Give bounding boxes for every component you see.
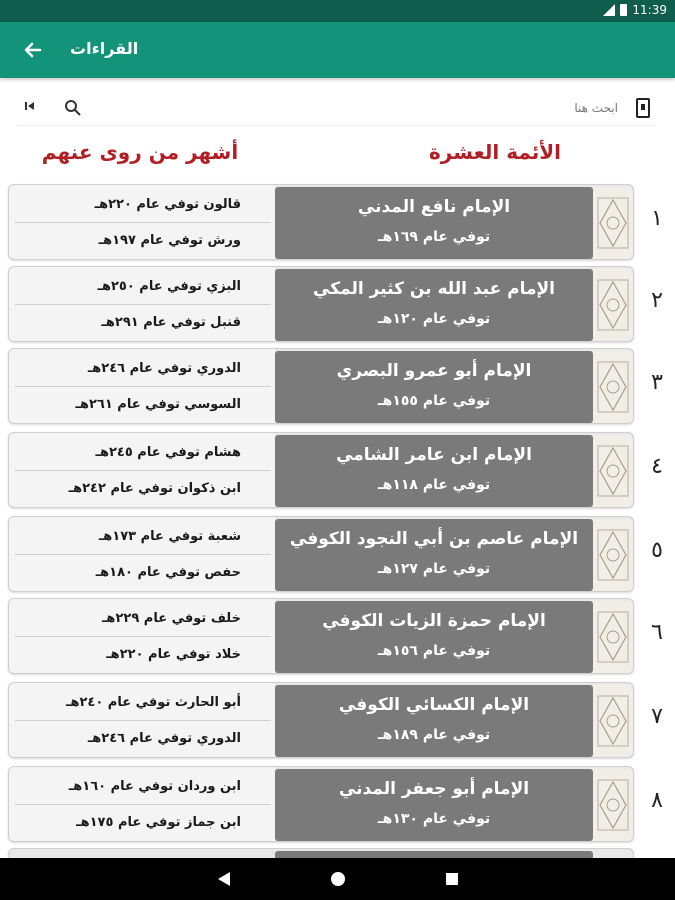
nav-home-icon[interactable] <box>328 869 348 889</box>
imam-panel <box>275 351 593 423</box>
row-number: ٢ <box>651 288 663 313</box>
skip-previous-icon[interactable] <box>22 98 42 118</box>
imam-name: الإمام حمزة الزيات الكوفي <box>322 611 546 631</box>
narrator-2: الدوري توفي عام ٢٤٦هـ <box>87 731 241 746</box>
ornament-icon <box>593 269 633 341</box>
status-icons <box>603 3 667 17</box>
ornament-icon <box>593 187 633 259</box>
imam-name: الإمام نافع المدني <box>357 197 511 217</box>
app-bar <box>0 22 675 78</box>
status-time: 11:39 <box>632 3 667 17</box>
ornament-icon <box>593 685 633 757</box>
imam-death-year: توفي عام ١٦٩هـ <box>377 229 491 245</box>
narrator-1: ابن وردان توفي عام ١٦٠هـ <box>15 769 271 805</box>
list-item[interactable] <box>0 598 675 674</box>
imam-panel <box>275 269 593 341</box>
navigation-bar <box>0 858 675 900</box>
ornament-icon <box>593 769 633 841</box>
ornament-icon <box>593 519 633 591</box>
signal-icon <box>603 4 615 16</box>
imam-name: الإمام عاصم بن أبي النجود الكوفي <box>289 529 579 549</box>
list-item-partial[interactable] <box>0 848 675 858</box>
list-item[interactable] <box>0 432 675 508</box>
narrators-panel <box>9 433 275 508</box>
imam-name: الإمام أبو جعفر المدني <box>338 779 530 799</box>
imam-death-year: توفي عام ١٣٠هـ <box>377 811 491 827</box>
imam-death-year: توفي عام ١٥٦هـ <box>377 643 491 659</box>
list-item[interactable] <box>0 516 675 592</box>
row-number: ٤ <box>651 454 663 479</box>
row-number: ١ <box>651 206 663 231</box>
narrator-1: الدوري توفي عام ٢٤٦هـ <box>15 351 271 387</box>
imam-name: الإمام عبد الله بن كثير المكي <box>313 279 555 299</box>
list-item[interactable] <box>0 682 675 758</box>
narrator-2: قنبل توفي عام ٢٩١هـ <box>101 315 241 330</box>
narrators-panel <box>9 185 275 260</box>
status-bar <box>0 0 675 22</box>
list-item[interactable] <box>0 348 675 424</box>
narrator-2: خلاد توفي عام ٢٢٠هـ <box>106 647 241 662</box>
narrator-2: حفص توفي عام ١٨٠هـ <box>95 565 241 580</box>
imam-name: الإمام الكسائي الكوفي <box>338 695 530 715</box>
narrators-panel <box>9 349 275 424</box>
row-number: ٥ <box>651 538 663 563</box>
app-title: القراءات <box>70 39 139 58</box>
row-number: ٧ <box>651 704 663 729</box>
narrator-1: البزي توفي عام ٢٥٠هـ <box>15 269 271 305</box>
search-bar <box>18 92 656 126</box>
narrator-2: ابن ذكوان توفي عام ٢٤٢هـ <box>68 481 241 496</box>
nav-back-icon[interactable] <box>214 869 234 889</box>
narrator-1: شعبة توفي عام ١٧٣هـ <box>15 519 271 555</box>
narrator-2: ابن جماز توفي عام ١٧٥هـ <box>76 815 241 830</box>
imam-panel <box>275 435 593 507</box>
imam-card[interactable] <box>8 184 634 260</box>
imam-panel <box>275 685 593 757</box>
narrator-1: هشام توفي عام ٢٤٥هـ <box>15 435 271 471</box>
imam-panel <box>275 187 593 259</box>
narrators-panel <box>9 599 275 674</box>
imam-death-year: توفي عام ١٢٧هـ <box>377 561 491 577</box>
imam-panel <box>275 769 593 841</box>
imam-panel <box>275 519 593 591</box>
narrators-panel <box>9 267 275 342</box>
imam-card[interactable] <box>8 348 634 424</box>
imam-name: الإمام أبو عمرو البصري <box>336 361 532 381</box>
imam-card[interactable] <box>8 682 634 758</box>
narrator-1: أبو الحارث توفي عام ٢٤٠هـ <box>15 685 271 721</box>
ornament-icon <box>593 601 633 673</box>
row-number: ٨ <box>651 788 663 813</box>
narrators-panel <box>9 767 275 842</box>
imam-panel <box>275 601 593 673</box>
narrator-2: السوسي توفي عام ٢٦١هـ <box>75 397 241 412</box>
imam-death-year: توفي عام ١٥٥هـ <box>377 393 491 409</box>
nav-recents-icon[interactable] <box>442 869 462 889</box>
imams-header: الأئمة العشرة <box>428 140 561 164</box>
search-input[interactable] <box>98 94 618 122</box>
imam-card[interactable] <box>8 848 634 858</box>
imam-name: الإمام ابن عامر الشامي <box>336 445 532 465</box>
imam-card[interactable] <box>8 516 634 592</box>
imam-card[interactable] <box>8 432 634 508</box>
narrators-panel <box>9 517 275 592</box>
list-item[interactable] <box>0 266 675 342</box>
list-item[interactable] <box>0 184 675 260</box>
ornament-icon <box>593 351 633 423</box>
book-icon[interactable] <box>636 98 650 118</box>
ornament-icon <box>593 435 633 507</box>
row-number: ٣ <box>651 370 663 395</box>
narrator-1: قالون توفي عام ٢٢٠هـ <box>15 187 271 223</box>
imam-death-year: توفي عام ١١٨هـ <box>377 477 491 493</box>
narrator-1: خلف توفي عام ٢٢٩هـ <box>15 601 271 637</box>
narrators-panel <box>9 683 275 758</box>
back-arrow-icon[interactable] <box>18 36 46 64</box>
row-number: ٦ <box>651 620 663 645</box>
imam-death-year: توفي عام ١٢٠هـ <box>377 311 491 327</box>
imam-card[interactable] <box>8 598 634 674</box>
imam-death-year: توفي عام ١٨٩هـ <box>377 727 491 743</box>
battery-icon <box>620 4 627 16</box>
imam-card[interactable] <box>8 766 634 842</box>
imam-card[interactable] <box>8 266 634 342</box>
list-item[interactable] <box>0 766 675 842</box>
narrator-2: ورش توفي عام ١٩٧هـ <box>98 233 241 248</box>
imam-panel <box>275 851 593 858</box>
narrators-header: أشهر من روى عنهم <box>41 140 239 164</box>
search-icon[interactable] <box>62 97 84 119</box>
